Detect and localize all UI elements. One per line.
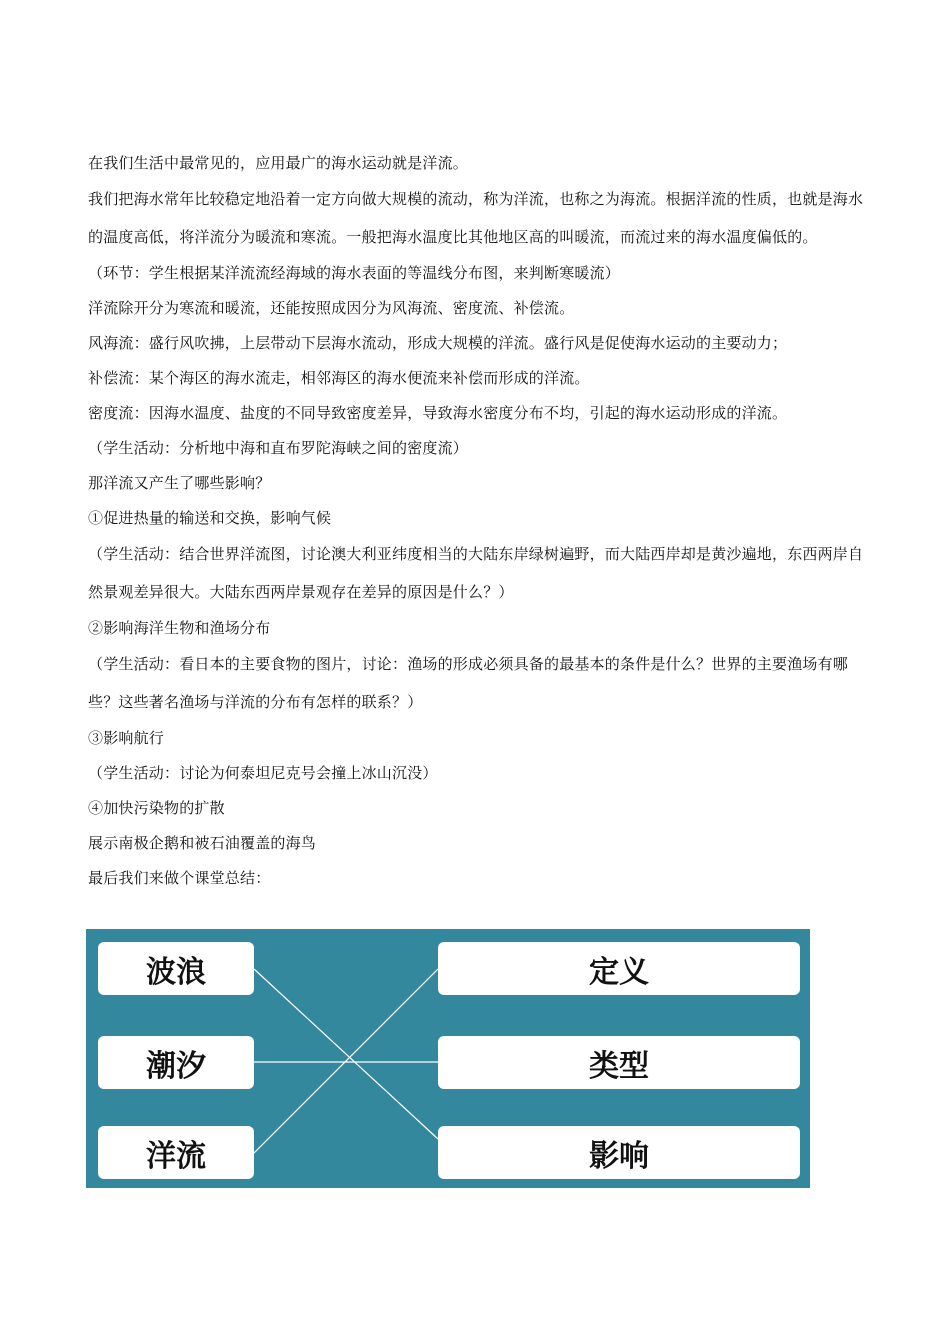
paragraph-definition: 我们把海水常年比较稳定地沿着一定方向做大规模的流动，称为洋流，也称之为海流。根据洋流的性质，也就是海水的温度高低，将洋流分为暖流和寒流。一般把海水温度比其他地区高的叫暖流，而流过来的海水温度偏低的。	[88, 190, 864, 246]
paragraph-compensation-current: 补偿流：某个海区的海水流走，相邻海区的海水便流来补偿而形成的洋流。	[88, 369, 590, 387]
paragraph-wind-current: 风海流：盛行风吹拂，上层带动下层海水流动，形成大规模的洋流。盛行风是促使海水运动的主要动力；	[88, 334, 788, 352]
left-box-tides: 潮汐	[98, 1036, 254, 1089]
left-box-waves: 波浪	[98, 942, 254, 995]
right-box-impacts: 影响	[438, 1126, 800, 1179]
paragraph-penguins: 展示南极企鹅和被石油覆盖的海鸟	[88, 834, 317, 852]
right-box-definition: 定义	[438, 942, 800, 995]
paragraph-intro: 在我们生活中最常见的，应用最广的海水运动就是洋流。	[88, 154, 469, 172]
paragraph-activity-mediterranean: （学生活动：分析地中海和直布罗陀海峡之间的密度流）	[88, 439, 469, 457]
paragraph-classification: 洋流除开分为寒流和暖流，还能按照成因分为风海流、密度流、补偿流。	[88, 299, 575, 317]
paragraph-impact-fisheries: ②影响海洋生物和渔场分布	[88, 619, 271, 637]
lesson-text	[88, 146, 878, 896]
connector-line	[254, 969, 438, 1139]
paragraph-impact-pollution: ④加快污染物的扩散	[88, 799, 225, 817]
paragraph-activity-titanic: （学生活动：讨论为何泰坦尼克号会撞上冰山沉没）	[88, 764, 438, 782]
paragraph-density-current: 密度流：因海水温度、盐度的不同导致密度差异，导致海水密度分布不均，引起的海水运动形成的洋流。	[88, 404, 788, 422]
paragraph-activity-world-currents: （学生活动：结合世界洋流图，讨论澳大利亚纬度相当的大陆东岸绿树遍野，而大陆西岸却是黄沙遍地，东西两岸自然景观差异很大。大陆东西两岸景观存在差异的原因是什么？）	[88, 545, 864, 601]
paragraph-summary-intro: 最后我们来做个课堂总结：	[88, 869, 271, 887]
paragraph-activity-japan-food: （学生活动：看日本的主要食物的图片，讨论：渔场的形成必须具备的最基本的条件是什么？世界的主要渔场有哪些？这些著名渔场与洋流的分布有怎样的联系？）	[88, 655, 849, 711]
paragraph-activity-isotherm: （环节：学生根据某洋流流经海域的海水表面的等温线分布图，来判断寒暖流）	[88, 264, 621, 282]
paragraph-impact-navigation: ③影响航行	[88, 729, 165, 747]
right-box-types: 类型	[438, 1036, 800, 1089]
left-box-currents: 洋流	[98, 1126, 254, 1179]
paragraph-impacts-question: 那洋流又产生了哪些影响？	[88, 474, 271, 492]
summary-diagram	[86, 929, 810, 1188]
paragraph-impact-climate: ①促进热量的输送和交换，影响气候	[88, 509, 332, 527]
connector-line	[254, 969, 438, 1153]
